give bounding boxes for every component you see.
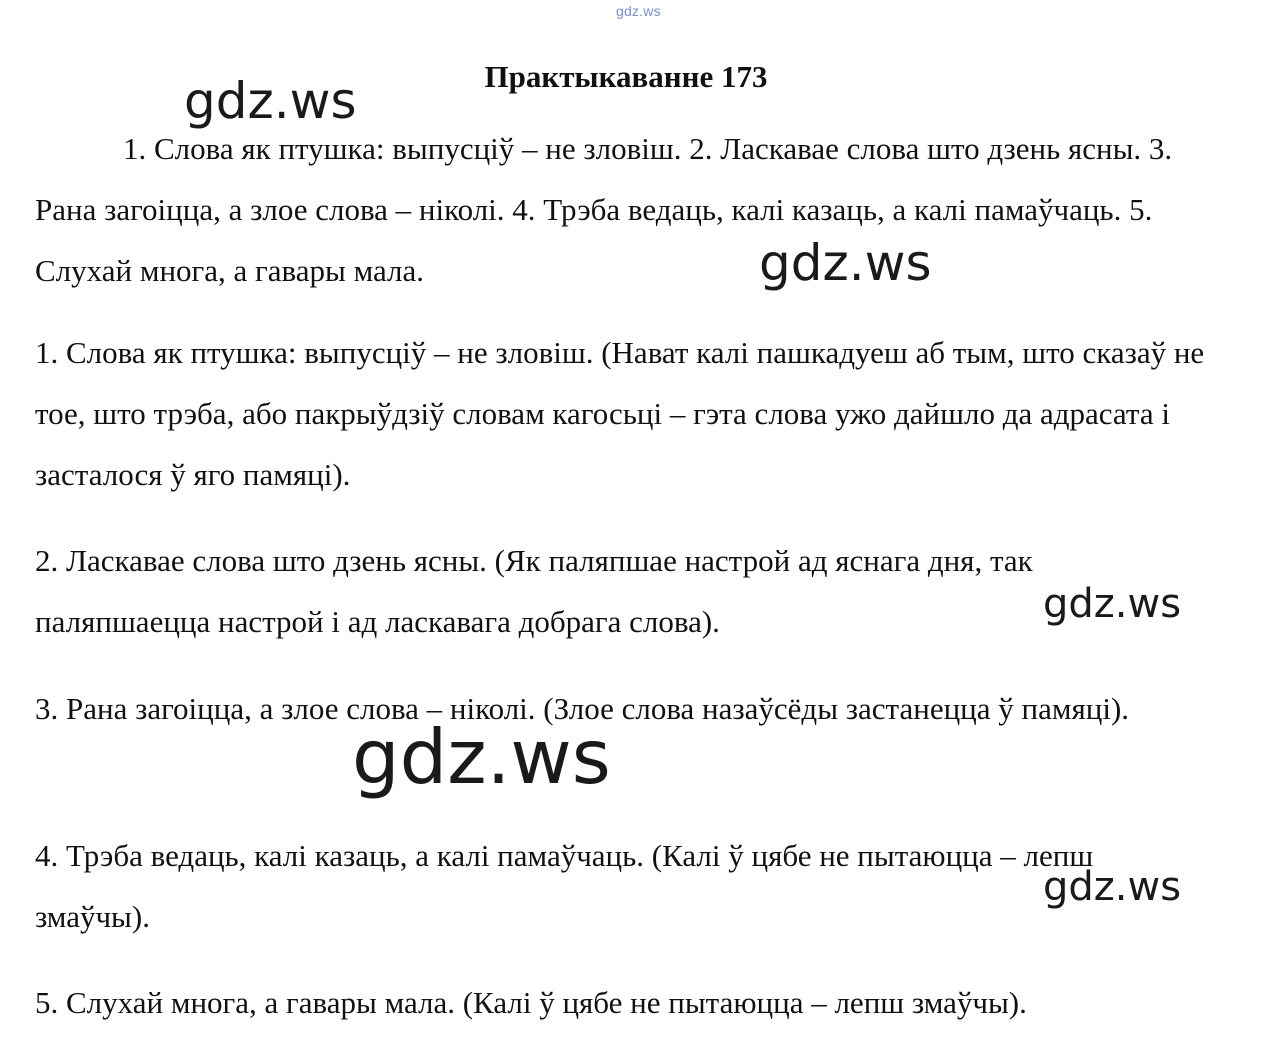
answer-item-1: 1. Слова як птушка: выпусціў – не зловіш. (Нават калі пашкадуеш аб тым, што сказаў не тое, што трэба, або пакрыўдзіў словам кагосьці – гэта слова ужо дайшло да адрасата і засталося ў яго памяці). (35, 335, 1205, 492)
watermark: gdz.ws (1043, 581, 1182, 627)
watermark: gdz.ws (352, 713, 611, 801)
watermark: gdz.ws (1043, 864, 1182, 910)
answer-item-4: 4. Трэба ведаць, калі казаць, а калі памаўчаць. (Калі ў цябе не пытаюцца – лепш змаўчы). (35, 838, 1094, 934)
page-title: Практыкаванне 173 (484, 58, 768, 94)
site-mark[interactable]: gdz.ws (616, 3, 661, 19)
answer-item-3: 3. Рана загоіцца, а злое слова – ніколі. (Злое слова назаўсёды застанецца ў памяці). (35, 691, 1130, 726)
watermark: gdz.ws (759, 234, 932, 292)
answer-item-5: 5. Слухай многа, а гавары мала. (Калі ў цябе не пытаюцца – лепш змаўчы). (35, 985, 1027, 1020)
answer-item-2: 2. Ласкавае слова што дзень ясны. (Як паляпшае настрой ад яснага дня, так паляпшаецца настрой і ад ласкавага добрага слова). (35, 543, 1033, 639)
exercise-text: 1. Слова як птушка: выпусціў – не зловіш. 2. Ласкавае слова што дзень ясны. 3. Рана загоіцца, а злое слова – ніколі. 4. Трэба ведаць, калі казаць, а калі памаўчаць. 5. Слухай многа, а гавары мала. (35, 131, 1173, 288)
watermark: gdz.ws (184, 72, 357, 130)
